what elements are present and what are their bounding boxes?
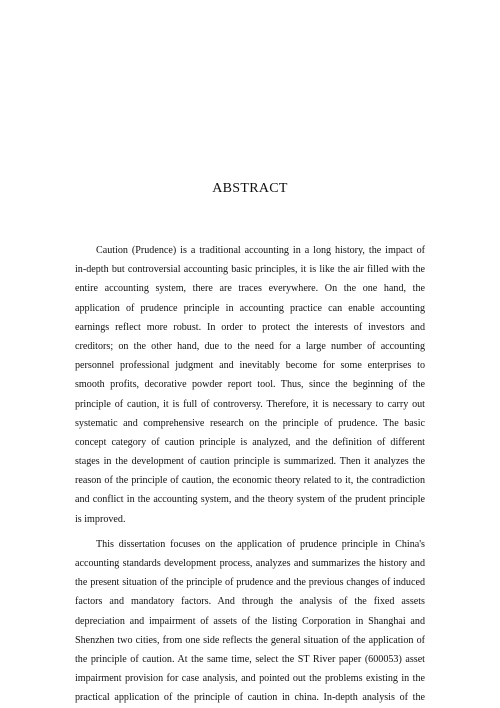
text-line: factors and mandatory factors. And through the analysis of the fixed assets [75,596,425,608]
abstract-title: ABSTRACT [212,181,288,196]
text-line: impairment provision for case analysis, and pointed out the problems existing in the [75,673,425,685]
text-line: the principle of caution. At the same time, select the ST River paper (600053) asset [75,653,425,665]
text-line: in-depth but controversial accounting basic principles, it is like the air filled with the [75,264,425,276]
text-line: principle of caution, it is full of controversy. Therefore, it is necessary to carry out [75,398,425,410]
text-line: the present situation of the principle of prudence and the previous changes of induced [75,577,425,589]
text-line: concept category of caution principle is analyzed, and the definition of different [75,436,425,448]
text-line: This dissertation focuses on the application of prudence principle in China's [96,538,425,550]
paragraph-2 [75,535,425,708]
text-line: practical application of the principle of caution in china. In-depth analysis of the [75,692,425,704]
text-line: is improved. [75,513,126,525]
text-line: accounting standards development process, analyzes and summarizes the history and [75,558,425,569]
text-line: stages in the development of caution principle is summarized. Then it analyzes the [75,456,425,468]
text-line: and conflict in the accounting system, and the theory system of the prudent principle [75,494,425,506]
text-line: systematic and comprehensive research on the principle of prudence. The basic [75,417,425,429]
text-line: personnel professional judgment and inevitably become for some enterprises to [75,360,425,372]
text-line: application of prudence principle in accounting practice can enable accounting [75,302,425,314]
text-line: Caution (Prudence) is a traditional accounting in a long history, the impact of [96,245,425,256]
abstract-body [75,241,425,708]
text-line: entire accounting system, there are traces everywhere. On the one hand, the [75,283,425,295]
text-line: earnings reflect more robust. In order to protect the interests of investors and [75,321,425,333]
text-line: reason of the principle of caution, the economic theory related to it, the contradiction [75,475,425,487]
text-line: depreciation and impairment of assets of the listing Corporation in Shanghai and [75,615,425,627]
paragraph-1 [75,241,425,529]
text-line: Shenzhen two cities, from one side reflects the general situation of the application of [75,634,425,646]
text-line: smooth profits, decorative powder report tool. Thus, since the beginning of the [75,379,425,391]
text-line: creditors; on the other hand, due to the need for a large number of accounting [75,340,425,352]
